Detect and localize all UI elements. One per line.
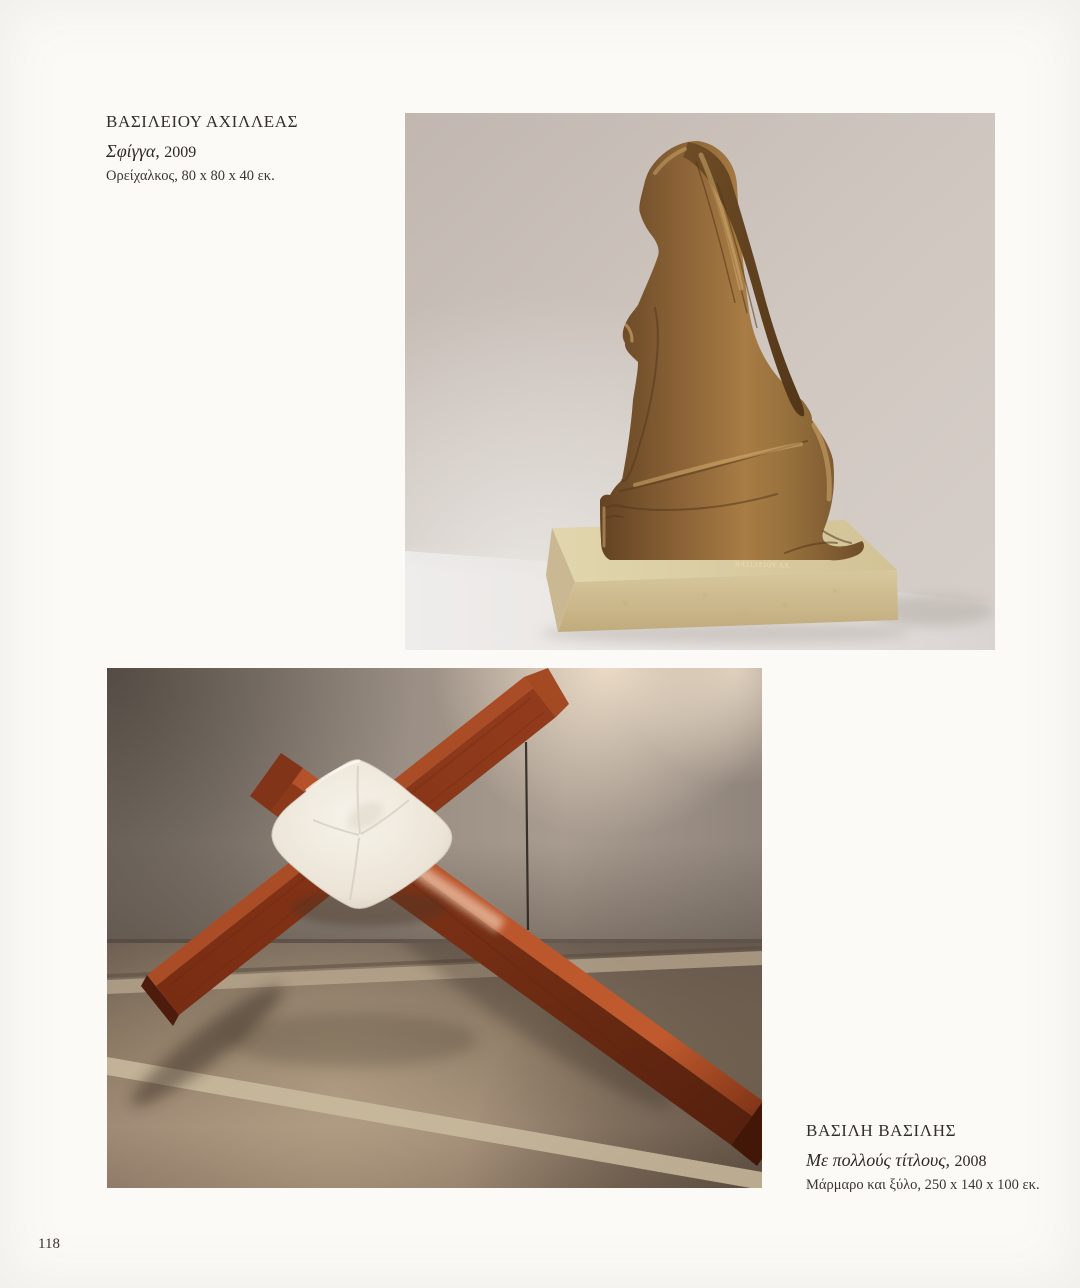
artwork-materials-1: Ορείχαλκος, 80 x 80 x 40 εκ. (106, 168, 275, 184)
artwork-photo-cross-installation (107, 668, 762, 1188)
artist-name-1: ΒΑΣΙΛΕΙΟΥ ΑΧΙΛΛΕΑΣ (106, 112, 299, 131)
artwork-year-2: 2008 (954, 1153, 987, 1170)
artwork-title-1: Σφίγγα, (106, 141, 160, 161)
cross-photo-canvas (107, 668, 762, 1188)
caption-artwork-1 (106, 112, 298, 185)
cross-shadow-center (227, 1013, 477, 1067)
title-line-2 (806, 1150, 1040, 1171)
artwork-materials-2: Μάρμαρο και ξύλο, 250 x 140 x 100 εκ. (806, 1177, 1040, 1193)
title-line-1 (106, 141, 298, 162)
sphinx-photo-canvas (405, 113, 995, 650)
artwork-title-2: Με πολλούς τίτλους, (806, 1150, 951, 1170)
caption-artwork-2 (806, 1121, 1040, 1194)
artwork-year-1: 2009 (164, 144, 197, 161)
page-number: 118 (38, 1236, 60, 1252)
artwork-photo-sphinx-sculpture (405, 113, 995, 650)
artist-name-2: ΒΑΣΙΛΗ ΒΑΣΙΛΗΣ (806, 1121, 957, 1140)
sculptor-signature: ΒΑΣΙΛΕΙΟΥ ΑΧ (734, 560, 790, 570)
